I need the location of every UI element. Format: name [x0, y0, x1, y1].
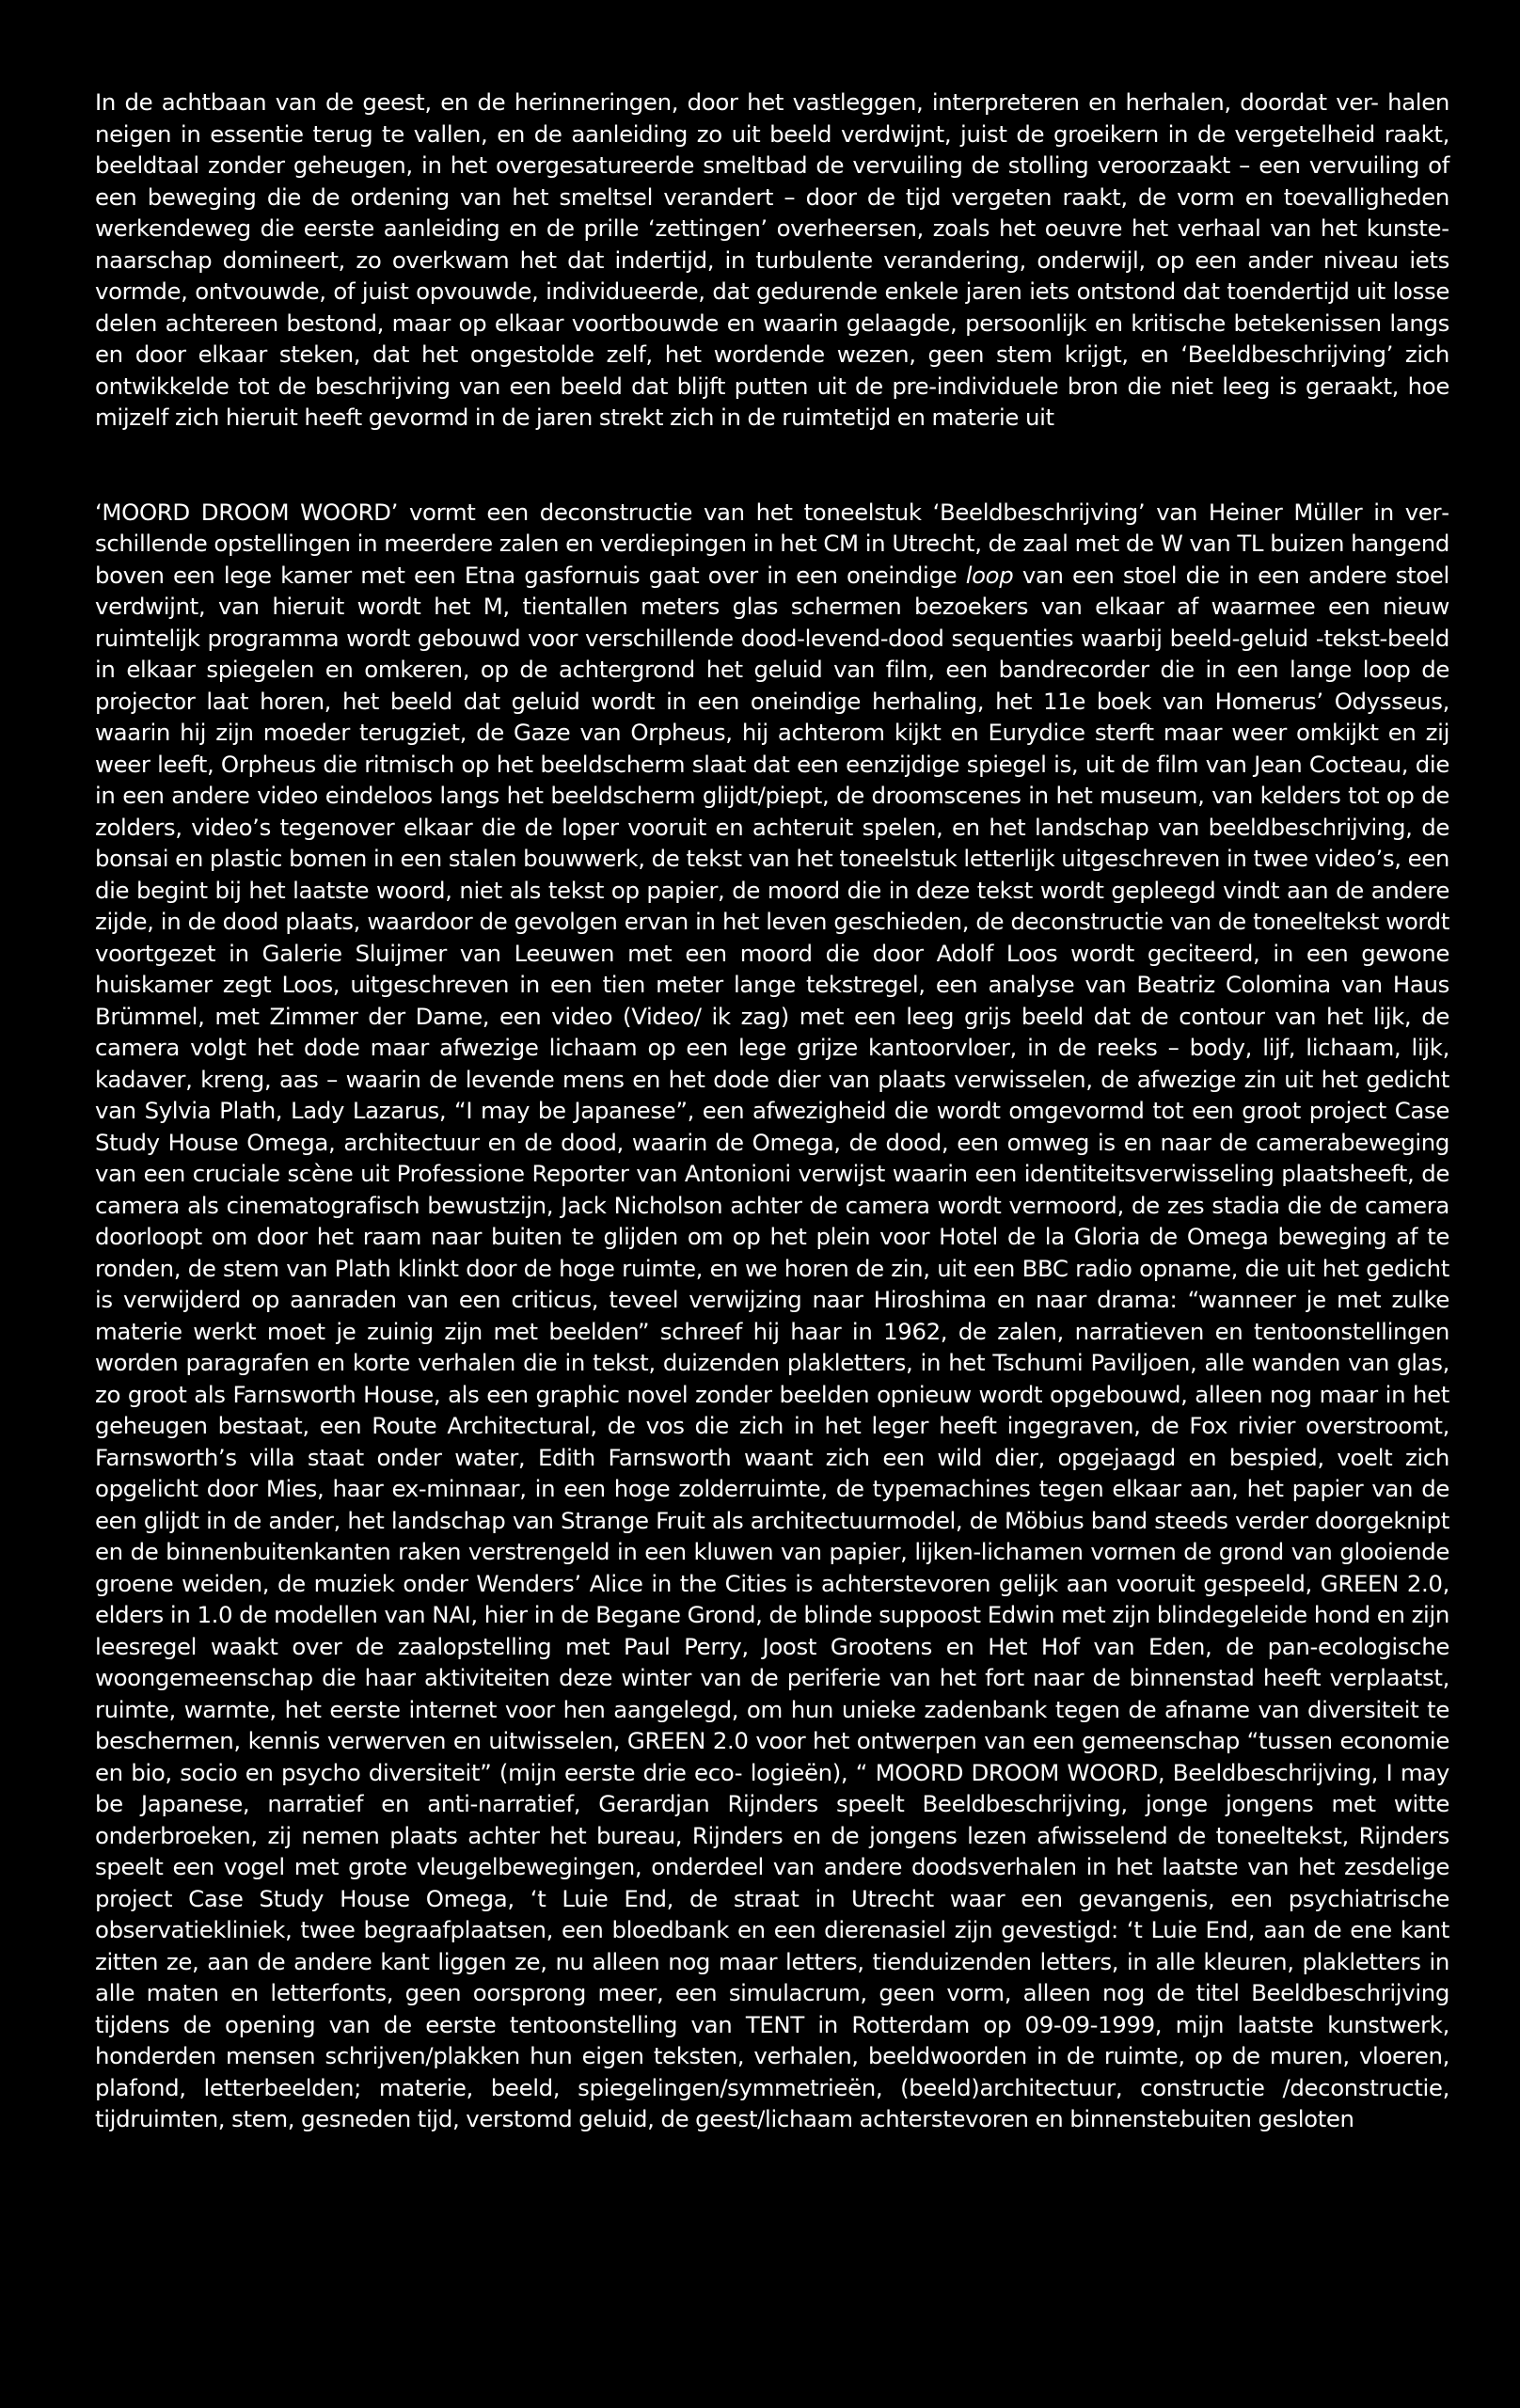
document-page	[95, 87, 1449, 2135]
paragraph-text-segment-1: ‘MOORD DROOM WOORD’ vormt een deconstructie van het toneelstuk ‘Beeldbeschrijving’ van Heiner Müller in verschillende opstellingen in meerdere zalen en verdiepingen in het CM in Utrecht, de zaal met de W van TL buizen hangend boven een lege kamer met een Etna gasfornuis gaat over in een oneindige	[95, 498, 1449, 589]
paragraph-introduction: In de achtbaan van de geest, en de herinneringen, door het vastleggen, interpreteren en herhalen, doordat ver- halen neigen in essentie terug te vallen, en de aanleiding zo uit beeld verdwijnt, juist de groeikern in de vergetelheid raakt, beeldtaal zonder geheugen, in het overgesatureerde smeltbad de vervuiling de stolling veroorzaakt – een vervuiling of een beweging die de ordening van het smeltsel verandert – door de tijd vergeten raakt, de vorm en toevalligheden werkendeweg die eerste aanleiding en de prille ‘zettingen’ overheersen, zoals het oeuvre het verhaal van het kunstenaarschap domineert, zo overkwam het dat indertijd, in turbulente verandering, onderwijl, op een ander niveau iets vormde, ontvouwde, of juist opvouwde, individueerde, dat gedurende enkele jaren iets ontstond dat toendertijd uit losse delen achtereen bestond, maar op elkaar voortbouwde en waarin gelaagde, persoonlijk en kritische betekenissen langs en door elkaar steken, dat het ongestolde zelf, het wordende wezen, geen stem krijgt, en ‘Beeldbeschrijving’ zich ontwikkelde tot de beschrijving van een beeld dat blijft putten uit de pre-individuele bron die niet leeg is geraakt, hoe mijzelf zich hieruit heeft gevormd in de jaren strekt zich in de ruimtetijd en materie uit	[95, 88, 1449, 431]
paragraph-text-segment-2: van een stoel die in een andere stoel verdwijnt, van hieruit wordt het M, tientallen meters glas schermen bezoekers van elkaar af waarmee een nieuw ruimtelijk programma wordt gebouwd voor verschillende dood-levend-dood sequenties waarbij beeld-geluid -tekst-beeld in elkaar spiegelen en omkeren, op de achtergrond het geluid van film, een bandrecorder die in een lange loop de projector laat horen, het beeld dat geluid wordt in een oneindige herhaling, het 11e boek van Homerus’ Odysseus, waarin hij zijn moeder terugziet, de Gaze van Orpheus, hij achterom kijkt en Eurydice sterft maar weer omkijkt en zij weer leeft, Orpheus die ritmisch op het beeldscherm slaat dat een eenzijdige spiegel is, uit de film van Jean Cocteau, die in een andere video eindeloos langs het beeldscherm glijdt/piept, de droomscenes in het museum, van kelders tot op de zolders, video’s tegenover elkaar die de loper vooruit en achteruit spelen, en het landschap van beeldbeschrijving, de bonsai en plastic bomen in een stalen bouwwerk, de tekst van het toneelstuk letterlijk uitgeschreven in twee video’s, een die begint bij het laatste woord, niet als tekst op papier, de moord die in deze tekst wordt gepleegd vindt aan de andere zijde, in de dood plaats, waardoor de gevolgen ervan in het leven geschieden, de deconstructie van de toneeltekst wordt voortgezet in Galerie Sluijmer van Leeuwen met een moord die door Adolf Loos wordt geciteerd, in een gewone huiskamer zegt Loos, uitgeschreven in een tien meter lange tekstregel, een analyse van Beatriz Colomina van Haus Brümmel, met Zimmer der Dame, een video (Video/ ik zag) met een leeg grijs beeld dat de contour van het lijk, de camera volgt het dode maar afwezige lichaam op een lege grijze kantoorvloer, in de reeks – body, lijf, lichaam, lijk, kadaver, kreng, aas – waarin de levende mens en het dode dier van plaats verwisselen, de afwezige zin uit het gedicht van Sylvia Plath, Lady Lazarus, “I may be Japanese”, een afwezigheid die wordt omgevormd tot een groot project Case Study House Omega, architectuur en de dood, waarin de Omega, de dood, een omweg is en naar de camerabeweging van een cruciale scène uit Professione Reporter van Antonioni verwijst waarin een identiteitsverwisseling plaatsheeft, de camera als cinematografisch bewustzijn, Jack Nicholson achter de camera wordt vermoord, de zes stadia die de camera doorloopt om door het raam naar buiten te glijden om op het plein voor Hotel de la Gloria de Omega beweging af te ronden, de stem van Plath klinkt door de hoge ruimte, en we horen de zin, uit een BBC radio opname, die uit het gedicht is verwijderd op aanraden van een criticus, teveel verwijzing naar Hiroshima en naar drama: “wanneer je met zulke materie werkt moet je zuinig zijn met beelden” schreef hij haar in 1962, de zalen, narratieven en tentoonstellingen worden paragrafen en korte verhalen die in tekst, duizenden plakletters, in het Tschumi Paviljoen, alle wanden van glas, zo groot als Farnsworth House, als een graphic novel zonder beelden opnieuw wordt opgebouwd, alleen nog maar in het geheugen bestaat, een Route Architectural, de vos die zich in het leger heeft ingegraven, de Fox rivier overstroomt, Farnsworth’s villa staat onder water, Edith Farnsworth waant zich een wild dier, opgejaagd en bespied, voelt zich opgelicht door Mies, haar ex-minnaar, in een hoge zolderruimte, de typemachines tegen elkaar aan, het papier van de een glijdt in de ander, het landschap van Strange Fruit als architectuurmodel, de Möbius band steeds verder doorgeknipt en de binnenbuitenkanten raken verstrengeld in een kluwen van papier, lijken-lichamen vormen de grond van glooiende groene weiden, de muziek onder Wenders’ Alice in the Cities is achterstevoren gelijk aan vooruit gespeeld, GREEN 2.0, elders in 1.0 de modellen van NAI, hier in de Begane Grond, de blinde suppoost Edwin met zijn blindegeleide hond en zijn leesregel waakt over de zaalopstelling met Paul Perry, Joost Grootens en Het Hof van Eden, de pan-ecologische woongemeenschap die haar aktiviteiten deze winter van de periferie van het fort naar de binnenstad heeft verplaatst, ruimte, warmte, het eerste internet voor hen aangelegd, om hun unieke zadenbank tegen de afname van diversiteit te beschermen, kennis verwerven en uitwisselen, GREEN 2.0 voor het ontwerpen van een gemeenschap “tussen economie en bio, socio en psycho diversiteit” (mijn eerste drie eco- logieën), “ MOORD DROOM WOORD, Beeldbeschrijving, I may be Japanese, narratief en anti-narratief, Gerardjan Rijnders speelt Beeldbeschrijving, jonge jongens met witte onderbroeken, zij nemen plaats achter het bureau, Rijnders en de jongens lezen afwisselend de toneeltekst, Rijnders speelt een vogel met grote vleugelbewegingen, onderdeel van andere doodsverhalen in het laatste van het zesdelige project Case Study House Omega, ‘t Luie End, de straat in Utrecht waar een gevangenis, een psychiatrische observatiekliniek, twee begraafplaatsen, een bloedbank en een dierenasiel zijn gevestigd: ‘t Luie End, aan de ene kant zitten ze, aan de andere kant liggen ze, nu alleen nog maar letters, tienduizenden letters, in alle kleuren, plakletters in alle maten en letterfonts, geen oorsprong meer, een simulacrum, geen vorm, alleen nog de titel Beeldbeschrijving tijdens de opening van de eerste tentoonstelling van TENT in Rotterdam op 09-09-1999, mijn laatste kunstwerk, honderden mensen schrijven/plakken hun eigen teksten, verhalen, beeldwoorden in de ruimte, op de muren, vloeren, plafond, letterbeelden; materie, beeld, spiegelingen/symmetrieën, (beeld)architectuur, constructie /deconstructie, tijdruimten, stem, gesneden tijd, verstomd geluid, de geest/lichaam achterstevoren en binnenstebuiten gesloten	[95, 561, 1449, 2132]
italic-loop-term: loop	[965, 561, 1014, 589]
paragraph-moord-droom-woord	[95, 497, 1449, 2135]
